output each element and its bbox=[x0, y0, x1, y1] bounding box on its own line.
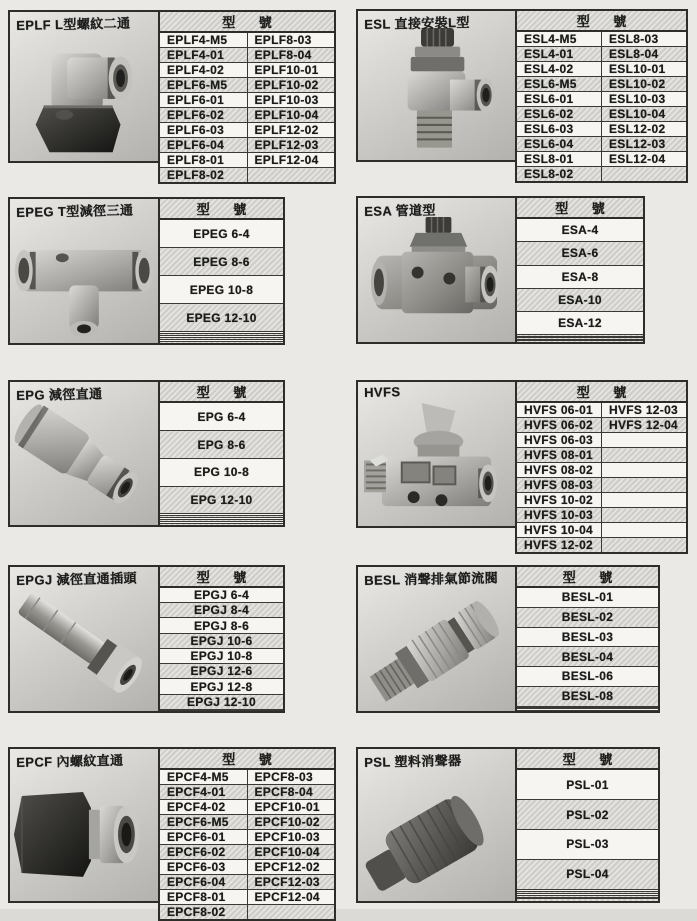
model-cell: EPCF12-04 bbox=[247, 890, 335, 905]
photo-cell-esa bbox=[356, 196, 517, 344]
model-cell: ESL6-01 bbox=[516, 92, 602, 107]
esl-product-image bbox=[358, 26, 515, 160]
model-cell: HVFS 10-02 bbox=[516, 493, 602, 508]
epcf-product-image bbox=[10, 764, 158, 901]
model-cell: ESL10-02 bbox=[602, 77, 688, 92]
model-cell: BESL-04 bbox=[516, 647, 659, 667]
model-cell: ESA-8 bbox=[516, 265, 644, 288]
model-cell: EPGJ 6-4 bbox=[159, 587, 284, 603]
model-cell: EPCF8-04 bbox=[247, 785, 335, 800]
table-row bbox=[159, 785, 335, 800]
product-block-besl bbox=[356, 565, 660, 713]
model-cell: PSL-01 bbox=[516, 769, 659, 800]
table-header-row bbox=[516, 566, 659, 587]
photo-cell-epgj bbox=[8, 565, 160, 713]
model-cell: EPCF6-01 bbox=[159, 830, 247, 845]
table-row bbox=[159, 341, 284, 344]
product-title: EPEG T型減徑三通 bbox=[16, 202, 134, 220]
model-cell: ESA-10 bbox=[516, 288, 644, 311]
model-cell: ESL12-02 bbox=[602, 122, 688, 137]
model-cell: EPCF10-03 bbox=[247, 830, 335, 845]
product-title: EPG 減徑直通 bbox=[16, 386, 103, 403]
table-row bbox=[159, 431, 284, 459]
table-row bbox=[159, 679, 284, 694]
product-title: EPLF L型螺紋二通 bbox=[16, 15, 131, 33]
model-cell: EPCF6-04 bbox=[159, 875, 247, 890]
model-table bbox=[515, 565, 660, 713]
table-row bbox=[516, 402, 687, 418]
model-cell: ESL10-04 bbox=[602, 107, 688, 122]
table-row bbox=[159, 304, 284, 332]
model-table-header: 型 號 bbox=[516, 197, 644, 218]
photo-cell-epg bbox=[8, 380, 160, 527]
model-cell: ESA-12 bbox=[516, 311, 644, 334]
model-table-header: 型 號 bbox=[516, 748, 659, 769]
model-cell bbox=[602, 448, 688, 463]
table-row bbox=[516, 830, 659, 860]
model-cell: EPLF6-02 bbox=[159, 108, 247, 123]
model-cell: EPLF8-01 bbox=[159, 153, 247, 168]
table-row bbox=[159, 890, 335, 905]
table-header-row bbox=[159, 748, 335, 769]
table-row bbox=[159, 769, 335, 785]
model-cell: EPLF4-01 bbox=[159, 48, 247, 63]
model-cell: ESL8-04 bbox=[602, 47, 688, 62]
model-table bbox=[515, 196, 645, 344]
eplf-product-image bbox=[10, 27, 158, 161]
model-cell: HVFS 08-02 bbox=[516, 463, 602, 478]
model-table-header: 型 號 bbox=[516, 381, 687, 402]
table-row bbox=[516, 667, 659, 687]
model-table bbox=[515, 9, 688, 183]
model-cell: EPCF8-02 bbox=[159, 905, 247, 921]
model-cell: ESL10-01 bbox=[602, 62, 688, 77]
table-row bbox=[516, 899, 659, 902]
table-row bbox=[159, 123, 335, 138]
model-cell: EPLF10-01 bbox=[247, 63, 335, 78]
model-cell: EPGJ 12-10 bbox=[159, 694, 284, 709]
table-row bbox=[159, 138, 335, 153]
model-cell: HVFS 12-04 bbox=[602, 418, 688, 433]
table-row bbox=[516, 433, 687, 448]
model-cell: ESL8-01 bbox=[516, 152, 602, 167]
model-cell: ESL12-04 bbox=[602, 152, 688, 167]
model-cell: EPCF12-03 bbox=[247, 875, 335, 890]
model-cell: EPCF4-01 bbox=[159, 785, 247, 800]
table-row bbox=[516, 686, 659, 706]
photo-cell-epeg bbox=[8, 197, 160, 345]
model-cell: EPLF12-04 bbox=[247, 153, 335, 168]
table-row bbox=[159, 710, 284, 712]
model-cell bbox=[602, 508, 688, 523]
product-block-epg bbox=[8, 380, 285, 527]
photo-cell-eplf bbox=[8, 10, 160, 163]
model-cell: ESA-4 bbox=[516, 218, 644, 242]
product-block-psl bbox=[356, 747, 660, 903]
model-cell: BESL-06 bbox=[516, 667, 659, 687]
table-row bbox=[159, 830, 335, 845]
table-row bbox=[516, 418, 687, 433]
model-cell: HVFS 12-03 bbox=[602, 402, 688, 418]
table-row bbox=[159, 78, 335, 93]
photo-cell-besl bbox=[356, 565, 517, 713]
table-row bbox=[516, 31, 687, 47]
model-cell bbox=[602, 463, 688, 478]
table-row bbox=[516, 47, 687, 62]
table-row bbox=[516, 341, 644, 343]
table-row bbox=[516, 463, 687, 478]
model-cell bbox=[602, 167, 688, 183]
table-row bbox=[159, 93, 335, 108]
table-row bbox=[516, 538, 687, 554]
model-cell: ESL10-03 bbox=[602, 92, 688, 107]
model-cell: ESL6-04 bbox=[516, 137, 602, 152]
model-table-header: 型 號 bbox=[159, 11, 335, 32]
model-cell: EPLF12-02 bbox=[247, 123, 335, 138]
table-row bbox=[159, 800, 335, 815]
table-row bbox=[159, 664, 284, 679]
table-row bbox=[159, 63, 335, 78]
model-cell: ESL6-03 bbox=[516, 122, 602, 137]
table-header-row bbox=[159, 566, 284, 587]
esa-product-image bbox=[358, 213, 515, 342]
model-cell: EPLF10-03 bbox=[247, 93, 335, 108]
hvfs-product-image bbox=[358, 397, 515, 526]
model-cell: HVFS 10-04 bbox=[516, 523, 602, 538]
model-table bbox=[515, 380, 688, 554]
table-row bbox=[516, 859, 659, 889]
epeg-product-image bbox=[10, 214, 158, 343]
model-cell: EPGJ 8-6 bbox=[159, 618, 284, 633]
product-title: ESA 管道型 bbox=[364, 202, 437, 219]
table-row bbox=[516, 493, 687, 508]
model-cell bbox=[247, 905, 335, 921]
model-cell: EPCF10-01 bbox=[247, 800, 335, 815]
table-header-row bbox=[159, 381, 284, 402]
table-row bbox=[159, 153, 335, 168]
table-row bbox=[159, 694, 284, 709]
model-cell: HVFS 06-02 bbox=[516, 418, 602, 433]
product-title: EPGJ 減徑直通插頭 bbox=[16, 570, 138, 588]
photo-cell-hvfs bbox=[356, 380, 517, 528]
model-table bbox=[158, 747, 336, 921]
product-block-esa bbox=[356, 196, 645, 344]
model-cell: EPLF6-01 bbox=[159, 93, 247, 108]
table-row bbox=[516, 710, 659, 712]
table-row bbox=[516, 627, 659, 647]
product-block-epeg bbox=[8, 197, 285, 345]
model-cell bbox=[602, 433, 688, 448]
table-row bbox=[159, 32, 335, 48]
table-row bbox=[159, 108, 335, 123]
model-cell: EPCF10-02 bbox=[247, 815, 335, 830]
table-row bbox=[159, 486, 284, 514]
model-cell bbox=[247, 168, 335, 184]
model-cell: HVFS 12-02 bbox=[516, 538, 602, 554]
table-row bbox=[159, 276, 284, 304]
table-row bbox=[159, 219, 284, 248]
model-cell: PSL-03 bbox=[516, 830, 659, 860]
model-cell: BESL-03 bbox=[516, 627, 659, 647]
model-cell: EPEG 6-4 bbox=[159, 219, 284, 248]
table-row bbox=[516, 77, 687, 92]
product-block-hvfs bbox=[356, 380, 688, 552]
model-table-header: 型 號 bbox=[159, 566, 284, 587]
model-cell: BESL-02 bbox=[516, 607, 659, 627]
model-cell: EPCF8-01 bbox=[159, 890, 247, 905]
model-cell bbox=[159, 341, 284, 344]
model-cell: EPG 6-4 bbox=[159, 402, 284, 431]
model-cell: EPLF8-03 bbox=[247, 32, 335, 48]
table-row bbox=[159, 860, 335, 875]
model-cell: EPLF10-02 bbox=[247, 78, 335, 93]
table-row bbox=[159, 875, 335, 890]
product-title: PSL 塑料消聲器 bbox=[364, 752, 462, 770]
product-block-esl bbox=[356, 9, 688, 181]
table-row bbox=[516, 137, 687, 152]
table-row bbox=[159, 587, 284, 603]
model-cell bbox=[516, 710, 659, 712]
model-cell: EPCF4-M5 bbox=[159, 769, 247, 785]
epg-product-image bbox=[10, 397, 158, 525]
table-row bbox=[159, 845, 335, 860]
table-row bbox=[516, 167, 687, 183]
table-header-row bbox=[516, 10, 687, 31]
table-row bbox=[516, 607, 659, 627]
model-cell: EPGJ 10-8 bbox=[159, 648, 284, 663]
table-row bbox=[516, 311, 644, 334]
table-row bbox=[159, 458, 284, 486]
table-row bbox=[516, 265, 644, 288]
table-row bbox=[159, 402, 284, 431]
model-cell: EPLF4-M5 bbox=[159, 32, 247, 48]
table-header-row bbox=[159, 198, 284, 219]
model-cell: EPCF8-03 bbox=[247, 769, 335, 785]
model-cell bbox=[516, 899, 659, 902]
model-table bbox=[515, 747, 660, 903]
table-header-row bbox=[159, 11, 335, 32]
model-cell: EPCF4-02 bbox=[159, 800, 247, 815]
model-cell: EPCF12-02 bbox=[247, 860, 335, 875]
model-table bbox=[158, 197, 285, 345]
table-row bbox=[516, 107, 687, 122]
table-row bbox=[516, 152, 687, 167]
table-row bbox=[159, 633, 284, 648]
table-header-row bbox=[516, 381, 687, 402]
model-cell: ESL8-02 bbox=[516, 167, 602, 183]
model-cell: EPCF6-03 bbox=[159, 860, 247, 875]
model-cell: EPGJ 12-8 bbox=[159, 679, 284, 694]
model-cell: EPG 12-10 bbox=[159, 486, 284, 514]
model-cell: EPLF6-03 bbox=[159, 123, 247, 138]
model-table-header: 型 號 bbox=[159, 198, 284, 219]
table-row bbox=[516, 122, 687, 137]
model-table-header: 型 號 bbox=[159, 381, 284, 402]
psl-product-image bbox=[358, 764, 515, 901]
model-cell: EPLF6-M5 bbox=[159, 78, 247, 93]
model-cell: BESL-01 bbox=[516, 587, 659, 607]
table-row bbox=[516, 587, 659, 607]
model-cell: EPLF8-04 bbox=[247, 48, 335, 63]
product-title: ESL 直接安裝L型 bbox=[364, 14, 470, 32]
model-cell: EPCF6-M5 bbox=[159, 815, 247, 830]
model-cell: EPCF6-02 bbox=[159, 845, 247, 860]
besl-product-image bbox=[358, 582, 515, 711]
table-row bbox=[159, 648, 284, 663]
model-cell: EPEG 8-6 bbox=[159, 248, 284, 276]
model-cell: HVFS 10-03 bbox=[516, 508, 602, 523]
table-row bbox=[516, 647, 659, 667]
model-cell: HVFS 06-01 bbox=[516, 402, 602, 418]
model-table-header: 型 號 bbox=[516, 10, 687, 31]
model-cell: EPGJ 10-6 bbox=[159, 633, 284, 648]
model-cell: ESL6-02 bbox=[516, 107, 602, 122]
model-cell: HVFS 06-03 bbox=[516, 433, 602, 448]
model-cell: EPEG 12-10 bbox=[159, 304, 284, 332]
model-cell: EPEG 10-8 bbox=[159, 276, 284, 304]
table-row bbox=[516, 218, 644, 242]
model-cell: ESL4-02 bbox=[516, 62, 602, 77]
model-cell: BESL-08 bbox=[516, 686, 659, 706]
model-cell bbox=[602, 493, 688, 508]
model-table bbox=[158, 10, 336, 184]
table-row bbox=[159, 905, 335, 921]
table-row bbox=[159, 618, 284, 633]
table-row bbox=[159, 815, 335, 830]
model-cell: EPLF10-04 bbox=[247, 108, 335, 123]
model-cell: ESL6-M5 bbox=[516, 77, 602, 92]
table-row bbox=[516, 242, 644, 265]
photo-cell-psl bbox=[356, 747, 517, 903]
table-row bbox=[159, 523, 284, 526]
model-cell: EPLF8-02 bbox=[159, 168, 247, 184]
model-cell: ESL12-03 bbox=[602, 137, 688, 152]
model-cell: EPLF4-02 bbox=[159, 63, 247, 78]
model-cell: EPGJ 8-4 bbox=[159, 603, 284, 618]
model-cell: EPG 10-8 bbox=[159, 458, 284, 486]
model-cell bbox=[602, 523, 688, 538]
product-block-eplf bbox=[8, 10, 336, 182]
table-row bbox=[159, 48, 335, 63]
photo-cell-epcf bbox=[8, 747, 160, 903]
model-cell bbox=[516, 341, 644, 343]
product-title: HVFS bbox=[364, 384, 401, 400]
model-cell bbox=[159, 523, 284, 526]
table-row bbox=[516, 800, 659, 830]
table-row bbox=[159, 168, 335, 184]
model-cell: EPG 8-6 bbox=[159, 431, 284, 459]
table-row bbox=[516, 288, 644, 311]
model-cell: PSL-04 bbox=[516, 859, 659, 889]
model-cell: EPLF6-04 bbox=[159, 138, 247, 153]
model-cell bbox=[159, 710, 284, 712]
table-header-row bbox=[516, 748, 659, 769]
product-block-epgj bbox=[8, 565, 285, 713]
table-row bbox=[159, 248, 284, 276]
table-row bbox=[516, 448, 687, 463]
model-cell: ESL8-03 bbox=[602, 31, 688, 47]
model-cell: HVFS 08-01 bbox=[516, 448, 602, 463]
model-table bbox=[158, 565, 285, 713]
model-cell: PSL-02 bbox=[516, 800, 659, 830]
table-row bbox=[516, 508, 687, 523]
table-header-row bbox=[516, 197, 644, 218]
product-title: EPCF 內螺紋直通 bbox=[16, 752, 124, 770]
model-table-header: 型 號 bbox=[159, 748, 335, 769]
model-cell: ESL4-01 bbox=[516, 47, 602, 62]
model-cell bbox=[602, 538, 688, 554]
model-cell: ESA-6 bbox=[516, 242, 644, 265]
model-cell: EPLF12-03 bbox=[247, 138, 335, 153]
epgj-product-image bbox=[10, 582, 158, 711]
model-cell: HVFS 08-03 bbox=[516, 478, 602, 493]
photo-cell-esl bbox=[356, 9, 517, 162]
product-title: BESL 消聲排氣節流閥 bbox=[364, 570, 499, 588]
table-row bbox=[516, 62, 687, 77]
model-table bbox=[158, 380, 285, 527]
table-row bbox=[516, 769, 659, 800]
table-row bbox=[516, 478, 687, 493]
model-cell: EPGJ 12-6 bbox=[159, 664, 284, 679]
model-table-header: 型 號 bbox=[516, 566, 659, 587]
model-cell bbox=[602, 478, 688, 493]
model-cell: ESL4-M5 bbox=[516, 31, 602, 47]
model-cell: EPCF10-04 bbox=[247, 845, 335, 860]
table-row bbox=[159, 603, 284, 618]
table-row bbox=[516, 92, 687, 107]
product-block-epcf bbox=[8, 747, 336, 919]
table-row bbox=[516, 523, 687, 538]
